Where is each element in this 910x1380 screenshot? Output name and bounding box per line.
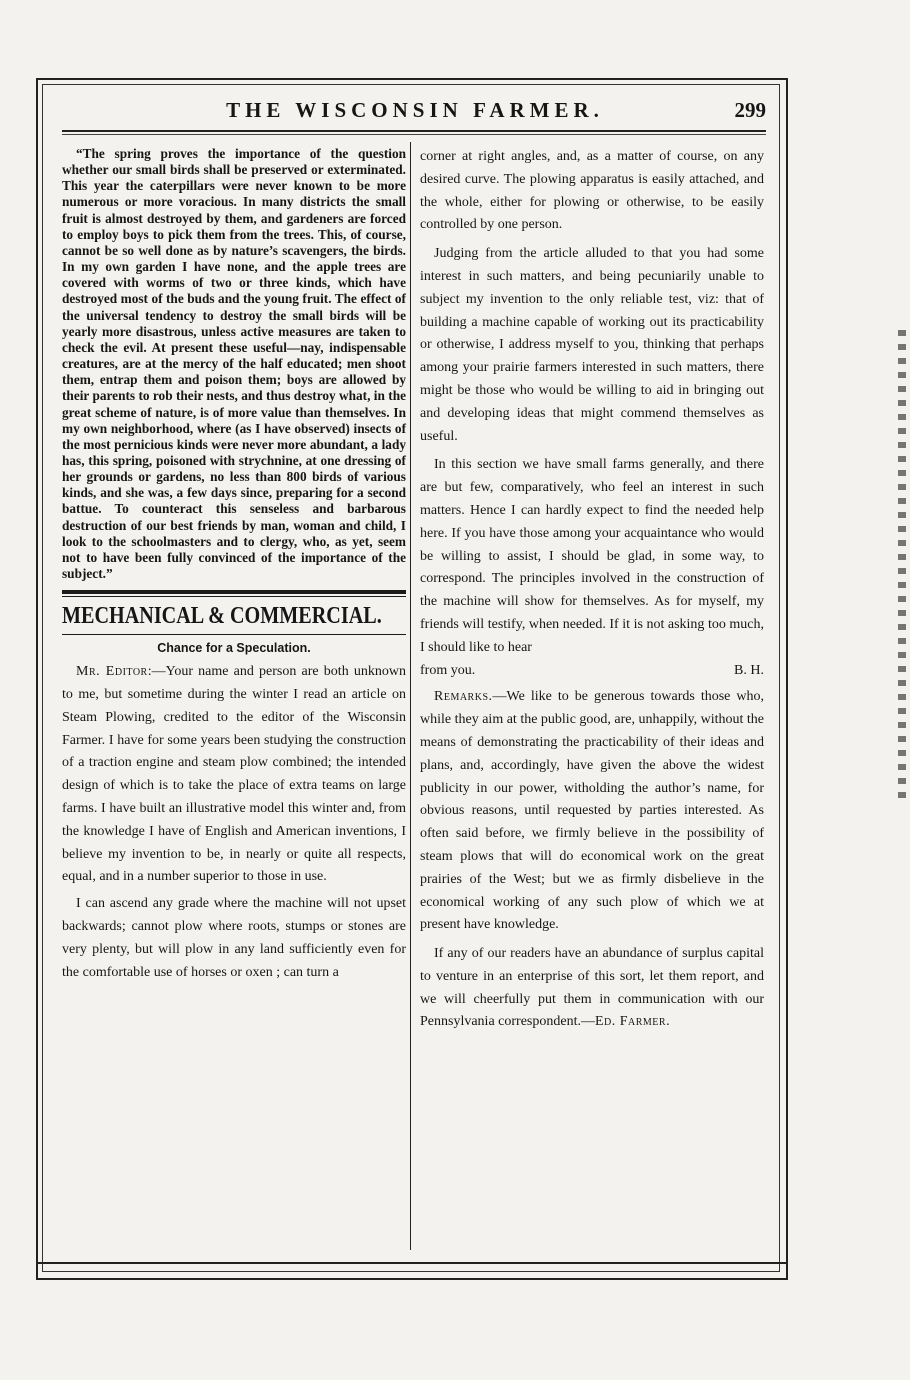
column-divider: [410, 142, 411, 1250]
section-rule-under: [62, 634, 406, 635]
letter-closing: from you.: [420, 662, 476, 678]
letter-paragraph-4: In this section we have small farms generally, and there are but few, comparatively, who feel an interest in such matters. Hence I can hardly expect to find the needed help here. If you have those among your acquaintance who would be willing to assist, I should be glad, in some way, to correspond. The principles involved in the construction of the machine will show for themselves. As for myself, my friends will testify, when needed. If it is not asking too much, I should like to hear: [420, 457, 764, 655]
letter-paragraph-1-text: :—Your name and person are both unknown to me, but sometime during the winter I read an article on Steam Plowing, credited to the editor of the Wisconsin Farmer. I have for some years been studying the construction of a traction engine and steam plow combined; the intended design of which is to take the place of extra teams on large farms. I have built an illustrative model this winter and, from the knowledge I have of English and American inventions, I believe my invention to be, in nearly or quite all respects, equal, and in a number superior to those in use.: [62, 664, 406, 885]
remarks-paragraph-1-text: —We like to be generous towards those who, while they aim at the public good, are, unhappily, without the means of demonstrating the practicability of their ideas and plans, and, accordingly, have given the above the widest publicity in our power, witholding the author’s name, for obvious reasons, until requested by parties interested. As often said before, we firmly believe in the possibility of steam plows that will do economical work on the great prairies of the West; but we as firmly disbelieve in the economical working of any such plow of which we at present have knowledge.: [420, 689, 764, 933]
letter-paragraph-1: [62, 661, 406, 889]
letter-signature-line: [420, 660, 764, 683]
bird-quote-paragraph: “The spring proves the importance of the question whether our small birds shall be preserved or exterminated. This year the caterpillars were never known to be more numerous or more voracious. In many districts the small fruit is almost destroyed by them, and gardeners are forced to employ boys to pick them from the trees. This, of course, cannot be so well done as by nature’s scavengers, the birds. In my own garden I have none, and the apple trees are covered with worms of two or three kinds, which have destroyed most of the buds and the young fruit. The effect of the universal tendency to destroy the small birds will be yearly more disastrous, unless active measures are taken to check the evil. At present these useful—nay, indispensable creatures, are at the mercy of the half educated; men shoot them, entrap them and poison them; boys are allowed by their parents to rob their nests, and thus destroy what, in the great scheme of nature, is of more value than themselves. In my own neighborhood, where (as I have observed) insects of the most pernicious kinds were never more abundant, a lady has, this spring, poisoned with strychnine, at one dressing of her grounds or gardens, no less than 800 birds of various kinds, and she was, a few days since, preparing for a second battue. To counteract this senseless and barbarous destruction of our best friends by man, woman and child, I look to the schoolmasters and to clergy, who, as yet, seem not to have been fully convinced of the importance of the subject.”: [62, 146, 406, 582]
remarks-paragraph-2-text: If any of our readers have an abundance of surplus capital to venture in an enterprise of this sort, let them report, and we will cheerfully put them in communication with our Pennsylvania correspondent.—: [420, 946, 764, 1030]
page-header: [62, 92, 768, 132]
letter-paragraph-2: I can ascend any grade where the machine will not upset backwards; cannot plow where roots, stumps or stones are very plenty, but will plow in any land sufficiently even for the comfortable use of horses or oxen ; can turn a: [62, 896, 406, 980]
left-column: [62, 146, 406, 984]
header-rule: [62, 130, 766, 132]
adjacent-page-edge: [898, 330, 906, 800]
letter-paragraph-3: Judging from the article alluded to that you had some interest in such matters, and being pecuniarily unable to subject my invention to the only reliable test, viz: that of building a machine capable of working out its practicability or otherwise, I address myself to you, thinking that perhaps among your prairie farmers interested in such matters, there might be those who would be willing to aid in bringing out and developing ideas that might commend themselves as useful.: [420, 246, 764, 444]
section-rule-thin: [62, 596, 406, 597]
letter-signature: B. H.: [734, 662, 764, 678]
editor-signature: Ed. Farmer.: [594, 1014, 671, 1030]
remarks-label: Remarks.: [434, 689, 493, 705]
section-heading: MECHANICAL & COMMERCIAL.: [62, 603, 382, 630]
letter-paragraph-2-continued: corner at right angles, and, as a matter of course, on any desired curve. The plowing apparatus is easily attached, and the whole, either for plowing or otherwise, to be easily controlled by one person.: [420, 149, 764, 233]
running-title: THE WISCONSIN FARMER.: [226, 98, 604, 122]
right-column: [420, 146, 764, 1034]
remarks-paragraph-2: [420, 943, 764, 1034]
header-rule-thin: [62, 134, 766, 135]
bottom-rule: [36, 1262, 788, 1264]
section-rule-thick: [62, 590, 406, 594]
article-title: Chance for a Speculation.: [157, 641, 311, 656]
page-number: 299: [734, 98, 766, 122]
letter-salutation: Mr. Editor: [76, 664, 148, 680]
remarks-paragraph-1: [420, 686, 764, 937]
